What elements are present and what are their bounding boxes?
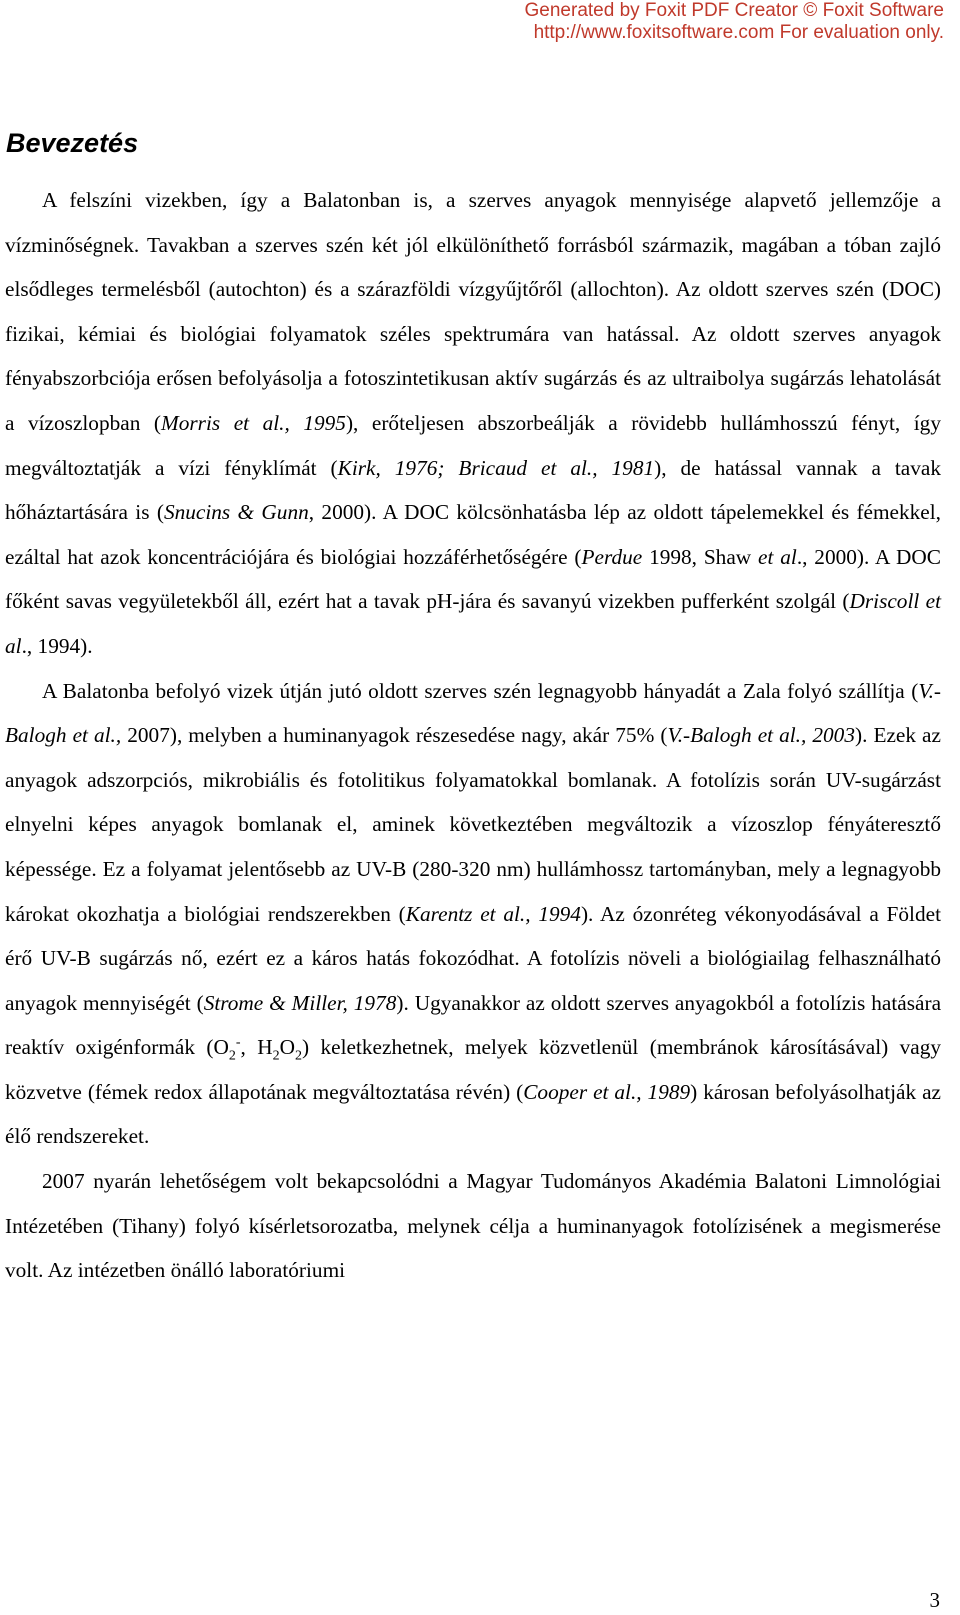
text-run: ). Ugyanakkor az oldott szerves anyagokból a fotolízis hatására reaktív oxigénformák (O bbox=[5, 990, 942, 1060]
citation-text: Snucins & Gunn bbox=[163, 500, 309, 525]
citation-text: Strome & Miller, 1978 bbox=[203, 990, 397, 1015]
text-run: , 2000). A DOC kölcsönhatásba lép az oldott tápelemekkel és fémekkel, ezáltal hat azok koncentrációjára és biológiai hozzáférhetőségére ( bbox=[5, 500, 941, 569]
citation-text: Kirk, 1976; Bricaud et al., 1981 bbox=[337, 455, 655, 480]
citation-text: V.-Balogh et al., 2003 bbox=[667, 723, 855, 748]
text-run: ), erőteljesen abszorbeálják a rövidebb hullámhosszú fényt, így megváltoztatják a vízi fényklímát ( bbox=[5, 410, 941, 480]
text-run: ), de hatással vannak a tavak hőháztartására is ( bbox=[5, 455, 941, 525]
text-run: ., 2000). A DOC főként savas vegyületekből áll, ezért hat a tavak pH-jára és savanyú vizekben pufferként szolgál ( bbox=[5, 544, 942, 614]
citation-text: V.-Balogh et al., bbox=[5, 678, 941, 748]
text-run: ). Az ózonréteg vékonyodásával a Földet érő UV-B sugárzás nő, ezért ez a káros hatás fokozódhat. A fotolízis növeli a biológiailag felhasználható anyagok mennyiségét ( bbox=[5, 901, 941, 1015]
citation-text: Morris et al., 1995 bbox=[160, 410, 346, 435]
text-run: 2007), melyben a huminanyagok részesedése nagy, akár 75% ( bbox=[121, 723, 668, 748]
citation-text: Perdue bbox=[581, 544, 643, 569]
text-run: ., 1994). bbox=[21, 633, 93, 658]
text-run: 1998, Shaw bbox=[642, 544, 759, 569]
page-number: 3 bbox=[929, 1588, 940, 1612]
subscript: 2 bbox=[295, 1048, 303, 1064]
section-title: Bevezetés bbox=[6, 128, 139, 158]
foxit-watermark bbox=[525, 0, 944, 44]
text-run: ) keletkezhetnek, melyek közvetlenül (membránok károsításával) vagy közvetve (fémek redox állapotának megváltoztatása révén) ( bbox=[5, 1035, 941, 1104]
paragraph-1 bbox=[5, 178, 941, 669]
body-text bbox=[5, 178, 941, 1293]
text-run: A Balatonba befolyó vizek útján jutó oldott szerves szén legnagyobb hányadát a Zala folyó szállítja ( bbox=[42, 678, 919, 703]
citation-text: Driscoll et al bbox=[5, 589, 941, 658]
text-run: , H bbox=[240, 1035, 273, 1060]
text-run: ). Ezek az anyagok adszorpciós, mikrobiális és fotolitikus folyamatokkal bomlanak. A fotolízis során UV-sugárzást elnyelni képes anyagok bomlanak el, aminek következtében megváltozik a vízoszlop fényáteresztő képessége. Ez a folyamat jelentősebb az UV-B (280-320 nm) hullámhossz tartományban, mely a legnagyobb károkat okozhatja a biológiai rendszerekben ( bbox=[5, 723, 941, 926]
text-run: ) károsan befolyásolhatják az élő rendszereket. bbox=[5, 1079, 941, 1149]
text-run: O bbox=[279, 1035, 296, 1060]
citation-text: Cooper et al., 1989 bbox=[523, 1079, 691, 1104]
subscript: 2 bbox=[272, 1048, 280, 1064]
paragraph-3 bbox=[5, 1159, 941, 1293]
subscript: 2 bbox=[228, 1048, 236, 1064]
watermark-line-2: http://www.foxitsoftware.com For evaluation only. bbox=[533, 22, 944, 43]
text-run: 2007 nyarán lehetőségem volt bekapcsolódni a Magyar Tudományos Akadémia Balatoni Limnológiai Intézetében (Tihany) folyó kísérletsorozatba, melynek célja a huminanyagok fotolízisének a megismerése volt. Az intézetben önálló laboratóriumi bbox=[5, 1169, 941, 1283]
superscript: - bbox=[235, 1035, 241, 1051]
paragraph-2 bbox=[5, 669, 941, 1160]
watermark-line-1: Generated by Foxit PDF Creator © Foxit Software bbox=[524, 0, 944, 21]
text-run: A felszíni vizekben, így a Balatonban is, a szerves anyagok mennyisége alapvető jellemzője a vízminőségnek. Tavakban a szerves szén két jól elkülöníthető forrásból származik, magában a tóban zajló elsődleges termelésből (autochton) és a szárazföldi vízgyűjtőről (allochton). Az oldott szerves szén (DOC) fizikai, kémiai és biológiai folyamatok széles spektrumára van hatással. Az oldott szerves anyagok fényabszorbciója erősen befolyásolja a fotoszintetikusan aktív sugárzás és az ultraibolya sugárzás lehatolását a vízoszlopban ( bbox=[5, 188, 941, 435]
citation-text: et al bbox=[758, 544, 797, 569]
citation-text: Karentz et al., 1994 bbox=[405, 901, 581, 926]
